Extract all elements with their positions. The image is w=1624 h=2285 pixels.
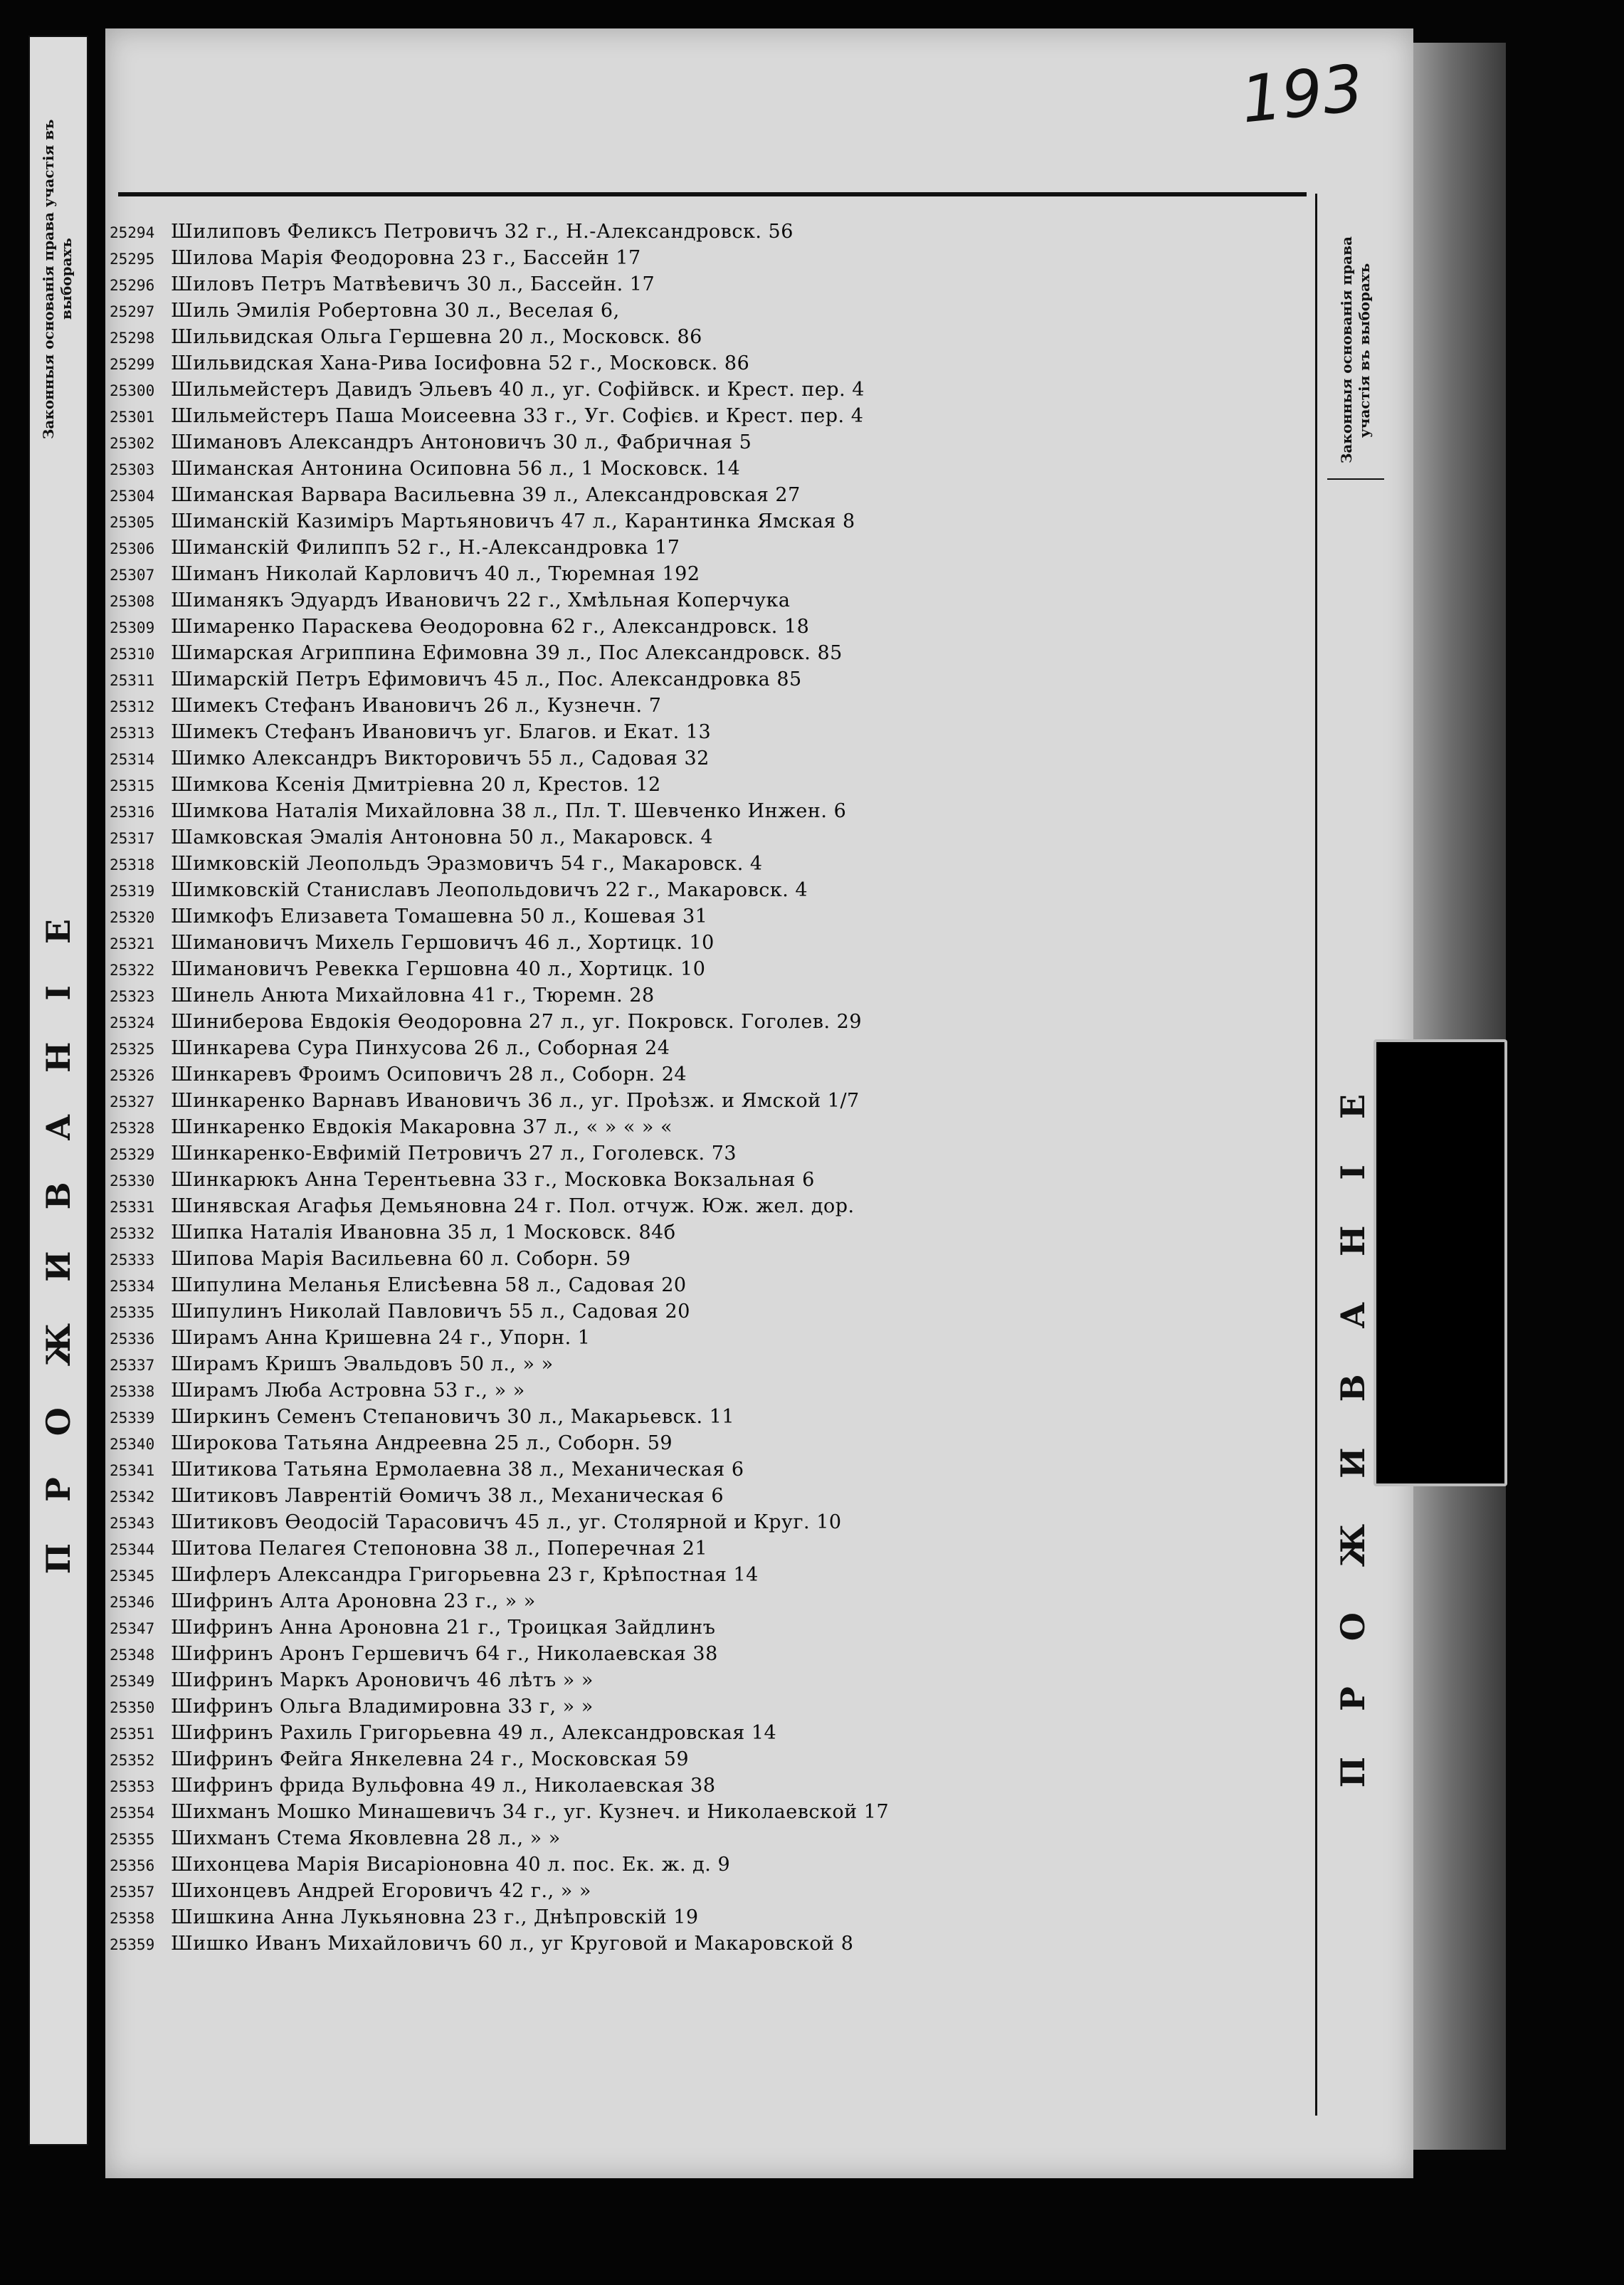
list-item (110, 326, 1248, 352)
entry-text: Шитова Пелагея Степоновна 38 л., Поперечная 21 (171, 1538, 708, 1560)
list-item (110, 695, 1248, 721)
entry-number: 25355 (110, 1831, 155, 1848)
entry-number: 25326 (110, 1067, 155, 1084)
entry-number: 25343 (110, 1515, 155, 1532)
list-item (110, 616, 1248, 642)
list-item (110, 1906, 1248, 1933)
entry-text: Шимкова Ксенія Дмитріевна 20 л, Крестов. 12 (171, 774, 661, 796)
entry-text: Шишкина Анна Лукьяновна 23 г., Днѣпровскій 19 (171, 1906, 699, 1928)
entry-text: Ширамъ Анна Кришевна 24 г., Упорн. 1 (171, 1327, 591, 1349)
entry-text: Шифринъ Аронъ Гершевичъ 64 г., Николаевская 38 (171, 1643, 718, 1665)
list-item (110, 642, 1248, 668)
entry-number: 25322 (110, 962, 155, 979)
entry-text: Шиманякъ Эдуардъ Ивановичъ 22 г., Хмѣльная Коперчука (171, 589, 791, 611)
entry-number: 25310 (110, 646, 155, 663)
entry-text: Широкова Татьяна Андреевна 25 л., Соборн. 59 (171, 1432, 673, 1454)
entry-number: 25304 (110, 488, 155, 505)
entry-number: 25340 (110, 1436, 155, 1453)
list-item (110, 747, 1248, 774)
list-item (110, 1801, 1248, 1827)
list-item (110, 1933, 1248, 1959)
entry-text: Шиманскій Филиппъ 52 г., Н.-Александровка 17 (171, 537, 680, 559)
entry-text: Шимановичъ Ревекка Гершовна 40 л., Хортицк. 10 (171, 958, 706, 980)
entry-number: 25305 (110, 514, 155, 531)
list-item (110, 405, 1248, 431)
entry-number: 25350 (110, 1699, 155, 1716)
entry-number: 25338 (110, 1383, 155, 1400)
list-item (110, 352, 1248, 379)
list-item (110, 1538, 1248, 1564)
entry-number: 25323 (110, 988, 155, 1005)
list-item (110, 826, 1248, 853)
list-item (110, 1775, 1248, 1801)
entry-text: Шиманъ Николай Карловичъ 40 л., Тюремная 192 (171, 563, 700, 585)
list-item (110, 1301, 1248, 1327)
list-item (110, 1696, 1248, 1722)
entry-text: Шимарская Агриппина Ефимовна 39 л., Пос Александровск. 85 (171, 642, 843, 664)
entry-text: Шимкова Наталія Михайловна 38 л., Пл. Т. Шевченко Инжен. 6 (171, 800, 847, 822)
entry-number: 25329 (110, 1146, 155, 1163)
entry-text: Шихманъ Стема Яковлевна 28 л., » » (171, 1827, 561, 1849)
list-item (110, 537, 1248, 563)
entry-number: 25311 (110, 672, 155, 689)
list-item (110, 1485, 1248, 1511)
entry-number: 25294 (110, 224, 155, 241)
list-item (110, 273, 1248, 300)
entry-text: Шимарскій Петръ Ефимовичъ 45 л., Пос. Александровка 85 (171, 668, 802, 690)
entry-number: 25316 (110, 804, 155, 821)
entry-number: 25346 (110, 1594, 155, 1611)
list-item (110, 1274, 1248, 1301)
entry-text: Шифринъ Анна Ароновна 21 г., Троицкая Зайдлинъ (171, 1617, 716, 1639)
list-item (110, 431, 1248, 458)
entry-number: 25356 (110, 1857, 155, 1874)
entry-text: Шимко Александръ Викторовичъ 55 л., Садовая 32 (171, 747, 710, 769)
entry-text: Шитиковъ Лаврентій Өомичъ 38 л., Механическая 6 (171, 1485, 724, 1507)
list-item (110, 1643, 1248, 1669)
entry-text: Шипова Марія Васильевна 60 л. Соборн. 59 (171, 1248, 631, 1270)
entry-number: 25295 (110, 251, 155, 268)
entry-number: 25302 (110, 435, 155, 452)
entry-text: Шитиковъ Өеодосій Тарасовичъ 45 л., уг. Столярной и Круг. 10 (171, 1511, 842, 1533)
list-item (110, 905, 1248, 932)
entry-number: 25357 (110, 1884, 155, 1901)
entry-number: 25351 (110, 1725, 155, 1743)
list-item (110, 958, 1248, 984)
entry-number: 25352 (110, 1752, 155, 1769)
list-item (110, 458, 1248, 484)
entry-number: 25333 (110, 1251, 155, 1268)
list-item (110, 247, 1248, 273)
entry-number: 25334 (110, 1278, 155, 1295)
entry-number: 25339 (110, 1409, 155, 1427)
entry-number: 25314 (110, 751, 155, 768)
list-item (110, 1011, 1248, 1037)
entry-number: 25308 (110, 593, 155, 610)
entry-text: Шихманъ Мошко Минашевичъ 34 г., уг. Кузнеч. и Николаевской 17 (171, 1801, 890, 1823)
entry-text: Шиловъ Петръ Матвѣевичъ 30 л., Бассейн. 17 (171, 273, 655, 295)
entry-number: 25312 (110, 698, 155, 715)
entry-text: Шиманская Антонина Осиповна 56 л., 1 Московск. 14 (171, 458, 741, 480)
list-item (110, 1116, 1248, 1142)
list-item (110, 1380, 1248, 1406)
entry-text: Шамковская Эмалія Антоновна 50 л., Макаровск. 4 (171, 826, 714, 849)
list-item (110, 1222, 1248, 1248)
list-item (110, 1327, 1248, 1353)
entry-text: Шипка Наталія Ивановна 35 л, 1 Московск. 84б (171, 1222, 676, 1244)
entry-text: Шифринъ Алта Ароновна 23 г., » » (171, 1590, 536, 1612)
list-item (110, 1617, 1248, 1643)
list-item (110, 484, 1248, 510)
entry-text: Шимановичъ Михель Гершовичъ 46 л., Хортицк. 10 (171, 932, 715, 954)
left-margin-strip (28, 36, 88, 2145)
entry-text: Шимановъ Александръ Антоновичъ 30 л., Фабричная 5 (171, 431, 752, 453)
entry-number: 25330 (110, 1172, 155, 1189)
list-item (110, 879, 1248, 905)
entry-number: 25342 (110, 1488, 155, 1506)
left-side-heading (36, 706, 81, 1745)
list-item (110, 221, 1248, 247)
entry-text: Шифринъ фрида Вульфовна 49 л., Николаевская 38 (171, 1775, 716, 1797)
entry-text: Шифринъ Рахиль Григорьевна 49 л., Александровская 14 (171, 1722, 777, 1744)
entry-number: 25324 (110, 1014, 155, 1031)
right-column-header (1327, 222, 1384, 480)
entry-text: Шишко Иванъ Михайловичъ 60 л., уг Круговой и Макаровской 8 (171, 1933, 854, 1955)
entry-number: 25335 (110, 1304, 155, 1321)
entry-text: Шифринъ Фейга Янкелевна 24 г., Московская 59 (171, 1748, 690, 1770)
list-item (110, 1063, 1248, 1090)
entry-text: Шитикова Татьяна Ермолаевна 38 л., Механическая 6 (171, 1459, 744, 1481)
entry-number: 25298 (110, 330, 155, 347)
entry-text: Шинкаренко Евдокія Макаровна 37 л., « » « » « (171, 1116, 673, 1138)
list-item (110, 932, 1248, 958)
right-side-heading-text: ПРОЖИВАНІЕ (1334, 1048, 1372, 1788)
entry-text: Ширамъ Кришъ Эвальдовъ 50 л., » » (171, 1353, 554, 1375)
entry-number: 25307 (110, 567, 155, 584)
left-side-heading-text: ПРОЖИВАНІЕ (39, 877, 78, 1575)
list-item (110, 1722, 1248, 1748)
entry-text: Шиниберова Евдокія Өеодоровна 27 л., уг. Покровск. Гоголев. 29 (171, 1011, 863, 1033)
entry-text: Шипулина Меланья Елисѣевна 58 л., Садовая 20 (171, 1274, 687, 1296)
entry-number: 25332 (110, 1225, 155, 1242)
list-item (110, 1459, 1248, 1485)
entry-text: Шильвидская Хана-Рива Іосифовна 52 г., Московск. 86 (171, 352, 750, 374)
entry-text: Шинкарюкъ Анна Терентьевна 33 г., Московка Вокзальная 6 (171, 1169, 815, 1191)
entry-number: 25318 (110, 856, 155, 873)
left-column-header (34, 80, 81, 478)
entry-text: Ширамъ Люба Астровна 53 г., » » (171, 1380, 525, 1402)
list-item (110, 1748, 1248, 1775)
list-item (110, 1564, 1248, 1590)
entry-number: 25300 (110, 382, 155, 399)
list-item (110, 668, 1248, 695)
entry-number: 25309 (110, 619, 155, 636)
entry-number: 25296 (110, 277, 155, 294)
list-item (110, 510, 1248, 537)
entry-text: Шинявская Агафья Демьяновна 24 г. Пол. отчуж. Юж. жел. дор. (171, 1195, 855, 1217)
list-item (110, 984, 1248, 1011)
entry-number: 25301 (110, 409, 155, 426)
list-item (110, 853, 1248, 879)
entry-text: Шимекъ Стефанъ Ивановичъ 26 л., Кузнечн. 7 (171, 695, 662, 717)
entry-number: 25344 (110, 1541, 155, 1558)
binder-clip (1373, 1039, 1507, 1486)
page-number: 193 (1238, 51, 1368, 138)
entry-number: 25306 (110, 540, 155, 557)
entry-number: 25349 (110, 1673, 155, 1690)
entry-text: Шильмейстеръ Давидъ Эльевъ 40 л., уг. Софійвск. и Крест. пер. 4 (171, 379, 865, 401)
document-page (105, 28, 1413, 2178)
list-item (110, 1169, 1248, 1195)
entry-text: Шилова Марія Феодоровна 23 г., Бассейн 17 (171, 247, 641, 269)
entry-text: Шиль Эмилія Робертовна 30 л., Веселая 6, (171, 300, 620, 322)
entry-text: Шинкарева Сура Пинхусова 26 л., Соборная 24 (171, 1037, 670, 1059)
entry-number: 25341 (110, 1462, 155, 1479)
list-item (110, 1511, 1248, 1538)
entry-number: 25336 (110, 1330, 155, 1348)
list-item (110, 379, 1248, 405)
list-item (110, 1037, 1248, 1063)
entry-number: 25303 (110, 461, 155, 478)
entry-text: Шилиповъ Феликсъ Петровичъ 32 г., Н.-Александровск. 56 (171, 221, 793, 243)
entry-text: Шинкаревъ Фроимъ Осиповичъ 28 л., Соборн. 24 (171, 1063, 687, 1086)
entry-number: 25299 (110, 356, 155, 373)
entry-text: Шильмейстеръ Паша Моисеевна 33 г., Уг. Софієв. и Крест. пер. 4 (171, 405, 864, 427)
top-rule (118, 192, 1307, 196)
list-item (110, 1827, 1248, 1854)
list-item (110, 800, 1248, 826)
list-item (110, 1090, 1248, 1116)
list-item (110, 589, 1248, 616)
entry-number: 25319 (110, 883, 155, 900)
entry-number: 25348 (110, 1646, 155, 1664)
list-item (110, 1590, 1248, 1617)
entry-number: 25345 (110, 1567, 155, 1585)
entry-text: Ширкинъ Семенъ Степановичъ 30 л., Макарьевск. 11 (171, 1406, 735, 1428)
entry-text: Шихонцева Марія Висаріоновна 40 л. пос. Ек. ж. д. 9 (171, 1854, 731, 1876)
entry-number: 25328 (110, 1120, 155, 1137)
entry-number: 25325 (110, 1041, 155, 1058)
entry-text: Шипулинъ Николай Павловичъ 55 л., Садовая 20 (171, 1301, 690, 1323)
entry-text: Шинель Анюта Михайловна 41 г., Тюремн. 28 (171, 984, 655, 1007)
entry-number: 25321 (110, 935, 155, 952)
entry-number: 25354 (110, 1805, 155, 1822)
entry-number: 25347 (110, 1620, 155, 1637)
entry-text: Шинкаренко Варнавъ Ивановичъ 36 л., уг. Проѣзж. и Ямской 1/7 (171, 1090, 860, 1112)
right-side-heading (1324, 777, 1381, 2059)
list-item (110, 1854, 1248, 1880)
entry-number: 25317 (110, 830, 155, 847)
entry-number: 25297 (110, 303, 155, 320)
left-column-header-text: Законныя основанія права участія въ выборахъ (40, 119, 75, 439)
list-item (110, 563, 1248, 589)
entry-text: Шифринъ Маркъ Ароновичъ 46 лѣтъ » » (171, 1669, 594, 1691)
list-item (110, 1406, 1248, 1432)
entry-text: Шиманская Варвара Васильевна 39 л., Александровская 27 (171, 484, 801, 506)
entry-number: 25337 (110, 1357, 155, 1374)
list-item (110, 1248, 1248, 1274)
list-item (110, 1669, 1248, 1696)
entry-number: 25331 (110, 1199, 155, 1216)
list-item (110, 300, 1248, 326)
entry-text: Шимковскій Станиславъ Леопольдовичъ 22 г., Макаровск. 4 (171, 879, 808, 901)
entry-number: 25359 (110, 1936, 155, 1953)
list-item (110, 721, 1248, 747)
list-item (110, 1432, 1248, 1459)
list-item (110, 1353, 1248, 1380)
entry-number: 25315 (110, 777, 155, 794)
entry-text: Шимекъ Стефанъ Ивановичъ уг. Благов. и Екат. 13 (171, 721, 712, 743)
entry-number: 25320 (110, 909, 155, 926)
entry-text: Шильвидская Ольга Гершевна 20 л., Московск. 86 (171, 326, 702, 348)
right-column-header-text: Законныя основанія права участія въ выборахъ (1338, 236, 1373, 464)
entry-number: 25358 (110, 1910, 155, 1927)
entry-text: Шинкаренко-Евфимій Петровичъ 27 л., Гоголевск. 73 (171, 1142, 737, 1165)
entry-text: Шихонцевъ Андрей Егоровичъ 42 г., » » (171, 1880, 591, 1902)
resident-list (110, 221, 1248, 1959)
entry-text: Шимковскій Леопольдъ Эразмовичъ 54 г., Макаровск. 4 (171, 853, 763, 875)
entry-number: 25327 (110, 1093, 155, 1110)
list-item (110, 1195, 1248, 1222)
list-item (110, 774, 1248, 800)
list-item (110, 1880, 1248, 1906)
entry-text: Шимкофъ Елизавета Томашевна 50 л., Кошевая 31 (171, 905, 708, 928)
entry-number: 25313 (110, 725, 155, 742)
list-item (110, 1142, 1248, 1169)
entry-text: Шиманскій Казиміръ Мартьяновичъ 47 л., Карантинка Ямская 8 (171, 510, 855, 532)
entry-number: 25353 (110, 1778, 155, 1795)
entry-text: Шифлеръ Александра Григорьевна 23 г, Крѣпостная 14 (171, 1564, 759, 1586)
entry-text: Шифринъ Ольга Владимировна 33 г, » » (171, 1696, 594, 1718)
entry-text: Шимаренко Параскева Өеодоровна 62 г., Александровск. 18 (171, 616, 810, 638)
